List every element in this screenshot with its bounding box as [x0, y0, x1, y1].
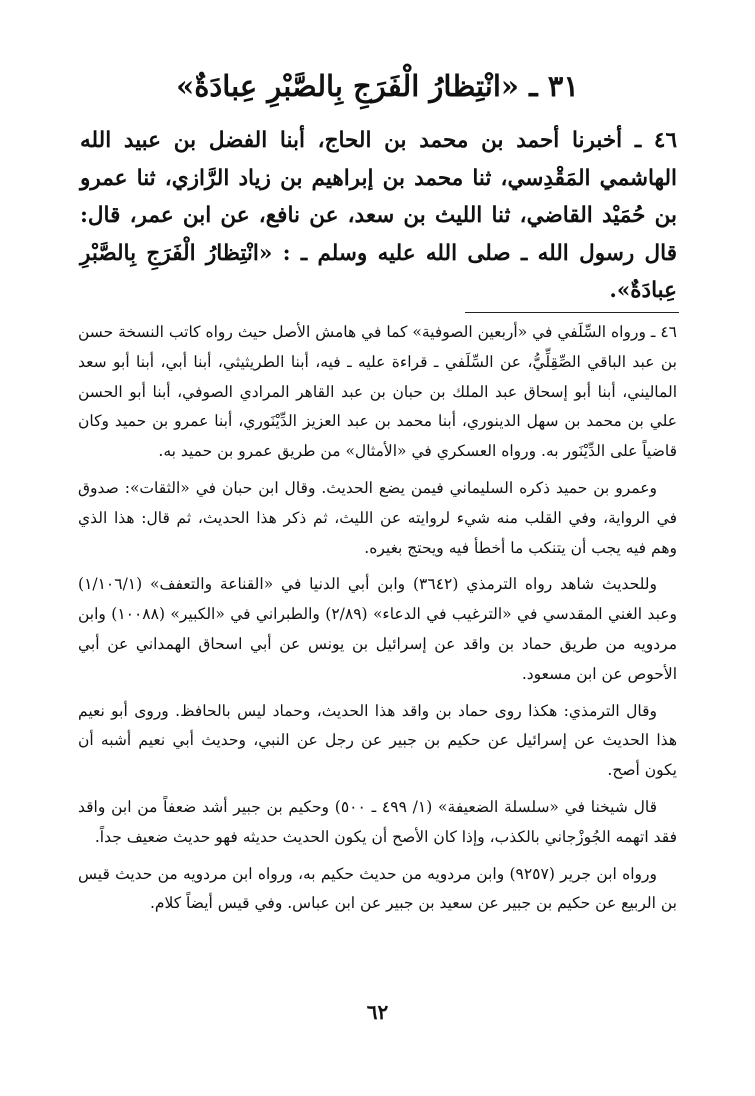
footnote-paragraph: وعمرو بن حميد ذكره السليماني فيمن يضع الحديث. وقال ابن حبان في «الثقات»: صدوق في الرواية، وفي القلب منه شيء لروايته عن الليث، ثم ذكر هذا الحديث، ثم قال: هذا الذي وهم فيه يجب أن يتنكب ما أخطأ فيه ويحتج بغيره.	[78, 478, 677, 557]
footnotes-block	[78, 318, 677, 926]
chapter-heading: ٣١ ـ «انْتِظارُ الْفَرَجِ بِالصَّبْرِ عِبادَةٌ»	[176, 69, 579, 103]
footnote-paragraph: ٤٦ ـ ورواه السِّلَفي في «أربعين الصوفية» كما في هامش الأصل حيث رواه كاتب النسخة حسن بن عبد الباقي الصِّقِلِّيُّ، عن السِّلَفي ـ قراءة عليه ـ فيه، أبنا الطريثيثي، أبنا أبي، أبنا أبو سعد الماليني، أبنا أبو إسحاق عبد الملك بن حبان بن عبد القاهر المرادي الصوفي، أبنا أبو الحسن علي بن محمد بن سهل الدينوري، أبنا محمد بن عبد العزيز الدِّيْنَوري، أبنا عمرو بن حميد وكان قاضياً على الدِّيْنَور به. ورواه العسكري في «الأمثال» من طريق عمرو بن حميد به.	[78, 323, 677, 461]
footnote-paragraph: ورواه ابن جرير (٩٢٥٧) وابن مردويه من حديث حكيم به، ورواه ابن مردويه من حديث قيس بن الربيع عن حكيم بن جبير عن سعيد بن جبير عن ابن عباس. وفي قيس أيضاً كلام.	[78, 864, 677, 913]
footnote-paragraph: وقال الترمذي: هكذا روى حماد بن واقد هذا الحديث، وحماد ليس بالحافظ. وروى أبو نعيم هذا الحديث عن إسرائيل عن حكيم بن جبير عن رجل عن النبي، وحديث أبي نعيم أشبه أن يكون أصح.	[78, 701, 677, 780]
page-number: ٦٢	[366, 1000, 389, 1024]
hadith-text-block	[80, 122, 677, 310]
hadith-paragraph: ٤٦ ـ أخبرنا أحمد بن محمد بن الحاج، أبنا الفضل بن عبيد الله الهاشمي المَقْدِسي، ثنا محمد بن إبراهيم بن زياد الرَّازي، ثنا عمرو بن حُمَيْد القاضي، ثنا الليث بن سعد، عن نافع، عن ابن عمر، قال: قال رسول الله ـ صلى الله عليه وسلم ـ : «انْتِظارُ الْفَرَجِ بِالصَّبْرِ عِبادَةٌ».	[80, 128, 677, 303]
footnote-paragraph: قال شيخنا في «سلسلة الضعيفة» (١/ ٤٩٩ ـ ٥٠٠) وحكيم بن جبير أشد ضعفاً من ابن واقد فقد اتهمه الجُوزْجاني بالكذب، وإذا كان الأصح أن يكون الحديث حديثه فهو حديث ضعيف جداً.	[78, 797, 677, 846]
footnote-divider	[465, 312, 679, 313]
footnote-paragraph: وللحديث شاهد رواه الترمذي (٣٦٤٢) وابن أبي الدنيا في «القناعة والتعفف» (١/١٠٦/١) وعبد الغني المقدسي في «الترغيب في الدعاء» (٢/٨٩) والطبراني في «الكبير» (١٠٠٨٨) وابن مردويه من طريق حماد بن واقد عن إسرائيل بن يونس عن أبي اسحاق الهمداني عن أبي الأحوص عن ابن مسعود.	[78, 575, 677, 683]
